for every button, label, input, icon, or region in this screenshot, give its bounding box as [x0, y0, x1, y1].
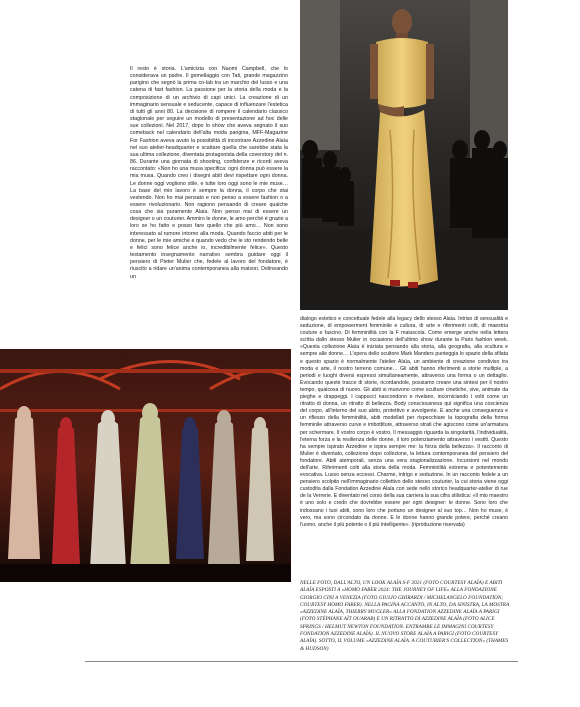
- photo-caption: NELLE FOTO, DALL'ALTO, UN LOOK ALAÏA S-F 2021 (FOTO COURTESY ALAÏA) E ABITI ALAÏA ESPOSTI A «HOMO FABER 2024: THE JOURNEY OF LIFE» ALLA FONDAZIONE GIORGIO CINI A VENEZIA (FOTO GIULIO GHIRARDI / MICHELANGELO FOUNDATION; COURTESY HOMO FABER). NELLA PAGINA ACCANTO, IN ALTO, DA SINISTRA, LA MOSTRA «AZZEDINE ALAÏA, THIERRY MUGLER» ALLA FONDATION AZZEDINE ALAÏA A PARIGI (FOTO STÉPHANE AÏT OUARAB) E UN RITRATTO DI AZZEDINE ALAÏA (FOTO ALICE SPRINGS / HELMUT NEWTON FOUNDATION. ENTRAMBE LE IMMAGINI COURTESY FONDATION AZZEDINE ALAÏA). IL NUOVO STORE ALAÏA A PARIGI (FOTO COURTESY ALAÏA). SOTTO, IL VOLUME «AZZEDINE ALAÏA. A COUTURIER'S COLLECTION» (THAMES & HUDSON): [300, 580, 510, 652]
- article-right-text: dialogo estetico e concettuale fedele alla legacy dello stesso Alaïa. Intriso di sensualità e seduzione, di empowerment femminile e cultura, di arte e riferimenti colti, di maestria couture e fascino. Di femminilità con la F maiuscola. Come emerge anche nella lettera scritta dallo stesso Mulier in occasione dell'ultimo show durante la Paris fashion week. «Questa collezione Alaïa è iniziata pensando alla storia, alla geografia, alla scultura e sempre alle donne… L'opera dello scultore Mark Manders punteggia lo spazio della sfilata e questo spazio è normalmente l'atelier Alaïa, un ambiente di creazione condiviso tra moda e arte, il nostro terreno comune… Gli abiti hanno riferimenti a storie multiple, a periodi e luoghi diversi espressi simultaneamente, attraverso una forma o un dettaglio. Evocando queste tracce di storie, ricordandole, possiamo creare una sintesi per il nostro tempo, qualcosa di nuovo. Gli abiti si muovono come sculture cinetiche, vive, animate da pieghe e drappeggi. I cappucci nascondono e rivelano, incorniciando i volti come un ritratto di donna, un ritratto di bellezza. Body consciousness qui significa una coscienza del corpo, all'interno del suo abito, protettivo e avvolgente. E anche una conseguenza e un riflesso della femminilità, abiti modellati per rispecchiare la topografia della forma femminile attraverso curve e imbottiture, attraverso strati che agiscono come un'armatura per schermare. Il vostro corpo è vostro. Il messaggio riguarda la singolarità, l'individualità, l'eterna forza e la resilienza delle donne, il loro potenziamento attraverso i vestiti. Questo ha sempre ispirato Azzedine e ispira sempre me: la forza della bellezza». Il racconto di Mulier è diventato, collezione dopo collezione, la lettura contemporanea del pensiero del fondatore. Abiti atemporali, senza una vera stagionalizzazione. Incursioni nel mondo dell'arte. Riferimenti colti alla storia della moda. Femminilità estrema e potentemente evocativa. Lusso senza eccessi. Charme, intrigo e seduzione. In un racconto fedele a un pensiero scolpito nell'immaginario collettivo dello stesso couturier, la cui storia viene oggi custodita dalla Fondation Azzedine Alaïa con sede nello storico headquarter-atelier di rue de la Verrerie. E diventato nel corso della sua carriera la sua cifra stilistica: «Il mio maestro è uno solo e credo che dovrebbe essere per ogni designer: le donne. Sono loro che indossano i tuoi abiti, sono loro che portano un designer al suo top… Non ho muse, è vero, ma sono circondato da donne. E le donne hanno grande potere, perché creano l'uomo, anche il più potente o il più intelligente». (riproduzione riservata): [300, 316, 508, 528]
- article-left-text: Il resto è storia. L'amicizia con Naomi Campbell, che lo considerava un padre. Il gemellaggio con Tati, grande magazzino parigino che segnò la prima co-lab tra un marchio del lusso e una catena di fast fashion. La passione per la storia della moda e la composizione di un archivio di capi unici. La creazione di un immaginario sensuale e seducente, capace di influenzare l'estetica di tutti gli anni 80. La decisione di rompere il calendario classico stagionale per seguire un modello di presentazione ad hoc delle sue collezioni. Nel 2017, dopo lo show che aveva segnato il suo comeback nel calendario dell'alta moda parigina, MFF-Magazine For Fashion aveva avuto la possibilità di incontrare Azzedine Alaïa nel suo atelier-headquarter e scattare quella che sarebbe stata la sua ultima collezione, diventata protagonista della coverstory del n. 86. Durante una giornata di shooting, confidenze e ricordi aveva raccontato: «Non ho una musa specifica: ogni donna può essere la mia musa. Quando creo i disegni abiti devi rispettare ogni donna. Le donne oggi vogliono stile, e tutte loro oggi sono le mie muse… La base del mio lavoro è sempre la donna, il corpo che stai vestendo. Non ho mai pensato e non penso a essere fashion o a essere rivoluzionario. Non ragiono pensando di creare qualche cosa che sia puramente Alaïa. Non penso mai di essere un designer o un couturier. Ammiro le donne, le amo perché è grazie a loro se ho fatto e posso fare quello che più amo… Non sono interessato al rumore intorno alla moda. Quando faccio abiti per le donne, per le mie amiche e quando vedo che le sto rendendo belle e felici sono felice anche io, incredibilmente felice». Questo testamento insegnamento narrativo sembra guidare oggi il pensiero di Pieter Mulier che, fedele al lavoro del fondatore, è riuscito a ridare un'anima contemporanea alla maison. Delineando un: [130, 66, 288, 280]
- exhibition-photo: [0, 349, 291, 582]
- article-right-column: [300, 316, 508, 529]
- footer-rule: [85, 661, 518, 662]
- runway-photo: [300, 0, 508, 310]
- article-left-column: [130, 66, 288, 281]
